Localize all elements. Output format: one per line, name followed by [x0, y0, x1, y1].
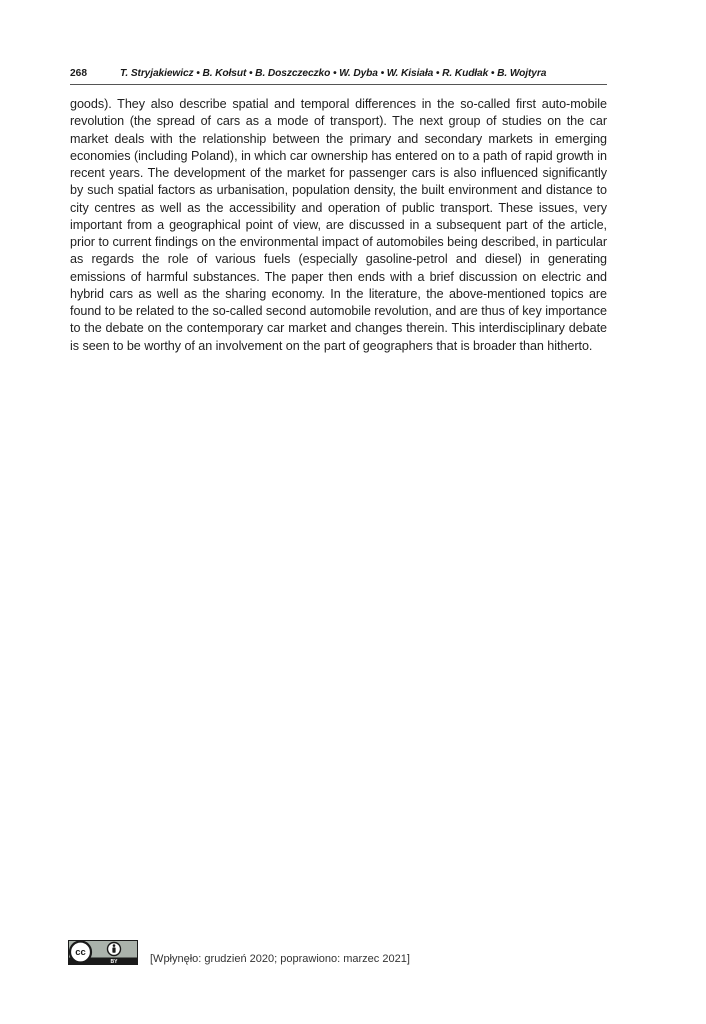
received-revised-note: [Wpłynęło: grudzień 2020; poprawiono: marzec 2021]: [150, 953, 410, 965]
running-head: [70, 66, 607, 82]
cc-by-license-icon: [68, 940, 138, 965]
article-body: [70, 96, 607, 355]
by-mark-text: BY: [110, 959, 118, 965]
body-paragraph: goods). They also describe spatial and temporal differences in the so-called first auto-mobile revolution (the spread of cars as a mode of transport). The next group of studies on the car market deals with the relationship between the primary and secondary markets in emerging economies (including Poland), in which car ownership has entered on to a path of rapid growth in recent years. The development of the market for passenger cars is also influenced significantly by such spatial factors as urbanisation, population density, the built environment and distance to city centres as well as the accessibility and operation of public transport. These issues, very important from a geographical point of view, are discussed in a subsequent part of the article, prior to current findings on the environmental impact of automobiles being described, in particular as regards the role of various fuels (especially gasoline-petrol and diesel) in generating emissions of harmful substances. The paper then ends with a brief discussion on electric and hybrid cars as well as the sharing economy. In the literature, the above-mentioned topics are found to be related to the so-called second automobile revolution, and are thus of key importance to the debate on the contemporary car market and changes therein. This interdisciplinary debate is seen to be worthy of an involvement on the part of geographers that is broader than hitherto.: [70, 97, 607, 353]
header-divider: [70, 84, 607, 85]
page-number: 268: [70, 68, 87, 79]
page-footer: [68, 938, 428, 968]
cc-mark-text: cc: [75, 947, 86, 959]
running-head-authors: T. Stryjakiewicz • B. Kołsut • B. Doszczeczko • W. Dyba • W. Kisiała • R. Kudłak • B. Wojtyra: [120, 68, 547, 79]
